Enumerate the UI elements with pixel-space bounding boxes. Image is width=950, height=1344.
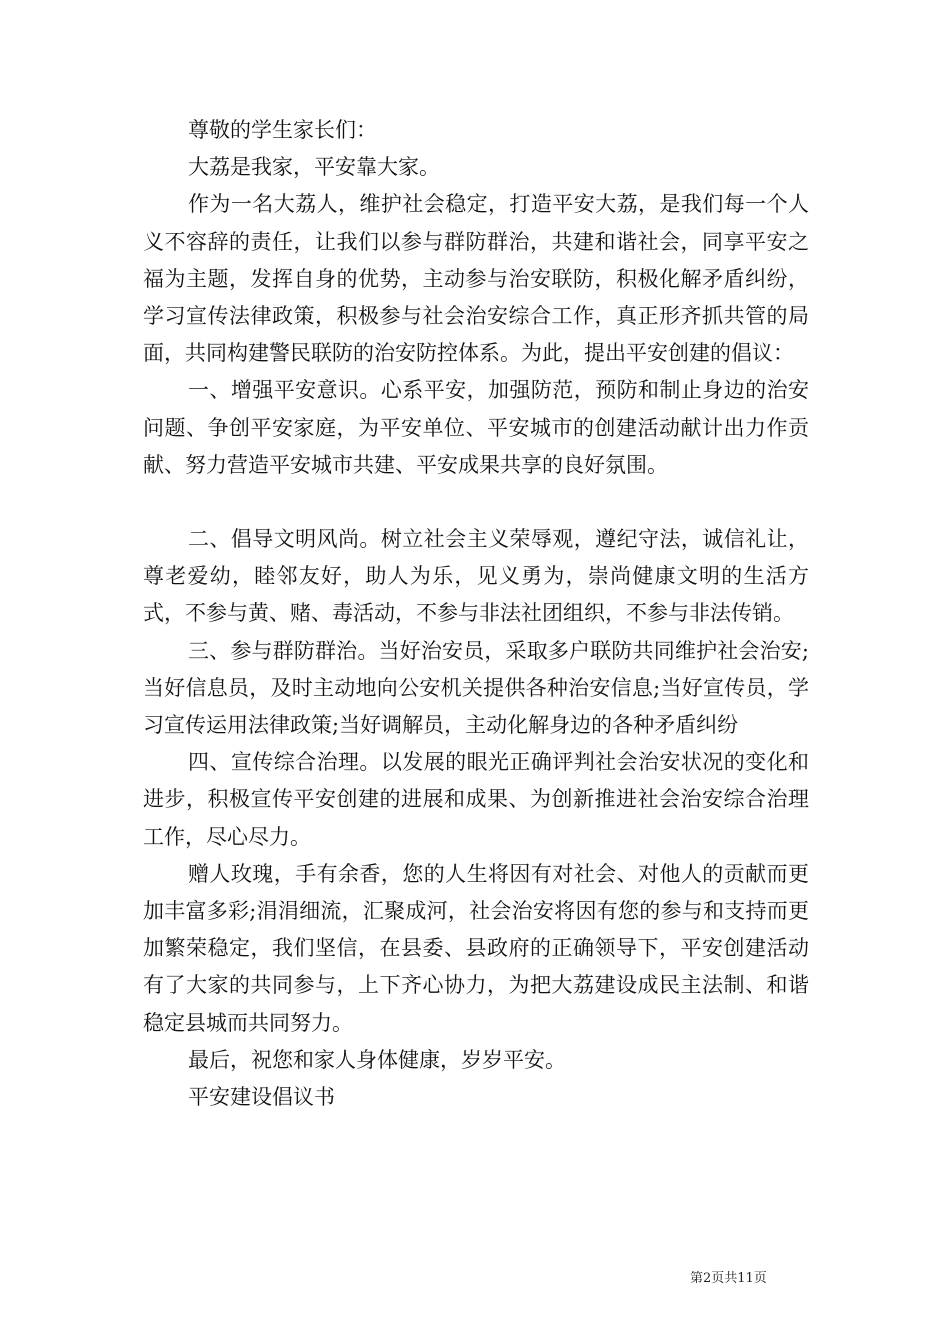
salutation: 尊敬的学生家长们： — [188, 118, 377, 142]
next-title: 平安建设倡议书 — [188, 1085, 335, 1110]
document-body — [143, 112, 809, 1116]
slogan: 大荔是我家，平安靠大家。 — [188, 155, 440, 180]
proposal-four: 四、宣传综合治理。以发展的眼光正确评判社会治安状况的变化和进步，积极宣传平安创建的进展和成果、为创新推进社会治安综合治理工作，尽心尽力。 — [143, 750, 809, 849]
proposal-one: 一、增强平安意识。心系平安，加强防范，预防和制止身边的治安问题、争创平安家庭，为平安单位、平安城市的创建活动献计出力作贡献、努力营造平安城市共建、平安成果共享的良好氛围。 — [143, 378, 809, 477]
intro-paragraph: 作为一名大荔人，维护社会稳定，打造平安大荔，是我们每一个人义不容辞的责任，让我们以参与群防群治，共建和谐社会，同享平安之福为主题，发挥自身的优势，主动参与治安联防，积极化解矛盾纠纷，学习宣传法律政策，积极参与社会治安综合工作，真正形齐抓共管的局面，共同构建警民联防的治安防控体系。为此，提出平安创建的倡议： — [143, 192, 809, 366]
proposal-two: 二、倡导文明风尚。树立社会主义荣辱观，遵纪守法，诚信礼让，尊老爱幼，睦邻友好，助人为乐，见义勇为，崇尚健康文明的生活方式，不参与黄、赌、毒活动，不参与非法社团组织，不参与非法传销。 — [143, 527, 809, 626]
closing-wishes: 最后，祝您和家人身体健康，岁岁平安。 — [188, 1047, 566, 1072]
proposal-three: 三、参与群防群治。当好治安员，采取多户联防共同维护社会治安;当好信息员，及时主动地向公安机关提供各种治安信息;当好宣传员，学习宣传运用法律政策;当好调解员，主动化解身边的各种矛盾纠纷 — [143, 638, 809, 738]
appeal-paragraph: 赠人玫瑰，手有余香，您的人生将因有对社会、对他人的贡献而更加丰富多彩;涓涓细流，汇聚成河，社会治安将因有您的参与和支持而更加繁荣稳定，我们坚信，在县委、县政府的正确领导下，平安创建活动有了大家的共同参与，上下齐心协力，为把大荔建设成民主法制、和谐稳定县城而共同努力。 — [143, 861, 809, 1035]
blank-line — [143, 484, 809, 521]
page-number: 第2页共11页 — [690, 1271, 767, 1286]
